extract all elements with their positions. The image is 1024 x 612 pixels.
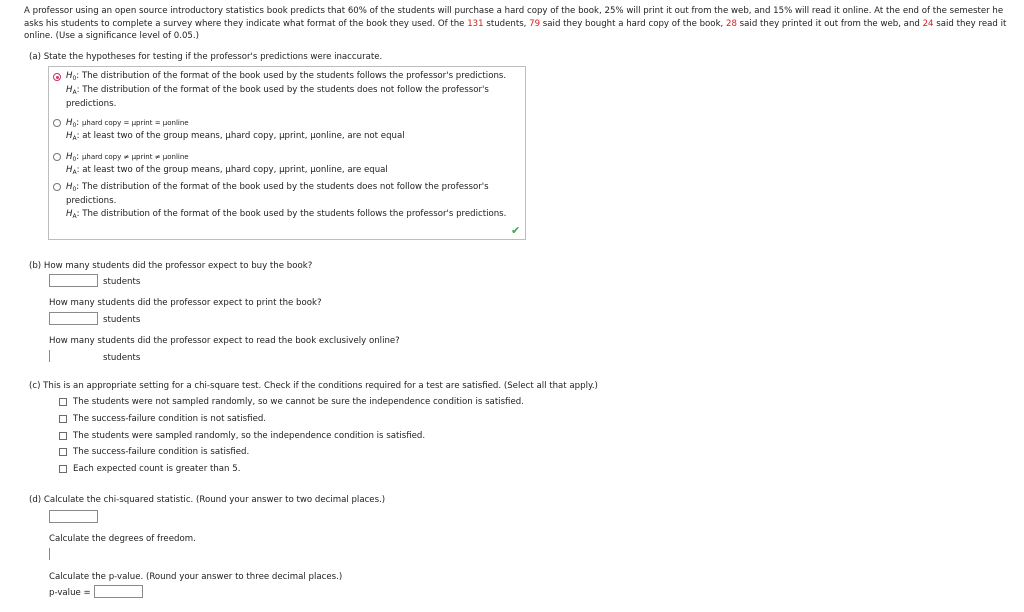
question-df: Calculate the degrees of freedom. (49, 534, 196, 544)
expected-buy-input[interactable] (49, 274, 98, 287)
part-a-header: (a) State the hypotheses for testing if the professor's predictions were inaccurate. (29, 52, 383, 62)
intro-text: said they read it online. (Use a significance level of 0.05.) (24, 18, 1007, 41)
option-4-h0-cont: predictions. (66, 196, 117, 206)
condition-checkbox-5[interactable] (59, 465, 67, 473)
radio-button[interactable] (53, 119, 61, 127)
question-online: How many students did the professor expect to read the book exclusively online? (49, 336, 400, 346)
condition-checkbox-2[interactable] (59, 415, 67, 423)
intro-text: A professor using an open source introductory statistics book predicts that 60% of the students will purchase a hard copy of the book, 25% will print it out from the web, and 15% will read it online. At the end of the semester he asks his students to complete a survey where they indicate what format of the book they used. Of the (24, 6, 1004, 29)
option-4-ha: $H_A$: The distribution of the format of the book used by the students follows the professor's predictions. (66, 209, 507, 220)
unit-label: students (103, 277, 141, 287)
print-count: 28 (726, 18, 737, 29)
pvalue-input[interactable] (94, 585, 143, 598)
part-b-header: (b) How many students did the professor expect to buy the book? (29, 261, 313, 271)
correct-check-icon: ✔ (511, 224, 521, 237)
condition-checkbox-4[interactable] (59, 448, 67, 456)
radio-button[interactable] (53, 153, 61, 161)
option-1-ha-cont: predictions. (66, 99, 117, 109)
part-c-header: (c) This is an appropriate setting for a chi-square test. Check if the conditions required for a test are satisfied. (Select all that apply.) (29, 381, 598, 391)
option-1-ha: $H_A$: The distribution of the format of the book used by the students does not follow the professor's (66, 85, 489, 96)
intro-text: said they printed it out from the web, and (736, 18, 923, 29)
condition-label-2: The success-failure condition is not satisfied. (73, 414, 267, 424)
option-4-h0: $H_0$: The distribution of the format of the book used by the students does not follow the professor's (66, 182, 489, 193)
expected-print-input[interactable] (49, 312, 98, 325)
option-3-ha: $H_A$: at least two of the group means, μhard copy, μprint, μonline, are equal (66, 165, 388, 176)
radio-button-selected[interactable] (53, 73, 61, 81)
question-print: How many students did the professor expect to print the book? (49, 298, 322, 308)
intro-text: students, (483, 18, 530, 29)
hard-copy-count: 79 (529, 18, 541, 29)
condition-label-4: The success-failure condition is satisfied. (73, 447, 250, 457)
unit-label: students (103, 315, 141, 325)
condition-label-3: The students were sampled randomly, so the independence condition is satisfied. (73, 431, 426, 441)
part-d-header: (d) Calculate the chi-squared statistic. (Round your answer to two decimal places.) (29, 495, 386, 505)
online-count: 24 (922, 18, 934, 29)
degrees-of-freedom-input[interactable] (49, 548, 50, 560)
condition-label-5: Each expected count is greater than 5. (73, 464, 241, 474)
chi-squared-input[interactable] (49, 510, 98, 523)
option-2-ha: $H_A$: at least two of the group means, μhard copy, μprint, μonline, are not equal (66, 131, 405, 142)
unit-label: students (103, 353, 141, 363)
option-1-h0: $H_0$: The distribution of the format of the book used by the students follows the professor's predictions. (66, 71, 507, 82)
condition-label-1: The students were not sampled randomly, so we cannot be sure the independence condition is satisfied. (73, 397, 524, 407)
problem-statement (24, 5, 1018, 43)
expected-online-input[interactable] (49, 350, 50, 362)
option-2-h0: $H_0$: μhard copy = μprint = μonline (66, 118, 189, 129)
question-pvalue: Calculate the p-value. (Round your answer to three decimal places.) (49, 572, 343, 582)
option-3-h0: $H_0$: μhard copy ≠ μprint ≠ μonline (66, 152, 189, 163)
hypotheses-choice-box (48, 66, 526, 240)
condition-checkbox-1[interactable] (59, 398, 67, 406)
total-students-value: 131 (467, 18, 484, 29)
condition-checkbox-3[interactable] (59, 432, 67, 440)
pvalue-label: p-value = (49, 588, 91, 598)
intro-text: said they bought a hard copy of the book, (540, 18, 727, 29)
radio-button[interactable] (53, 183, 61, 191)
